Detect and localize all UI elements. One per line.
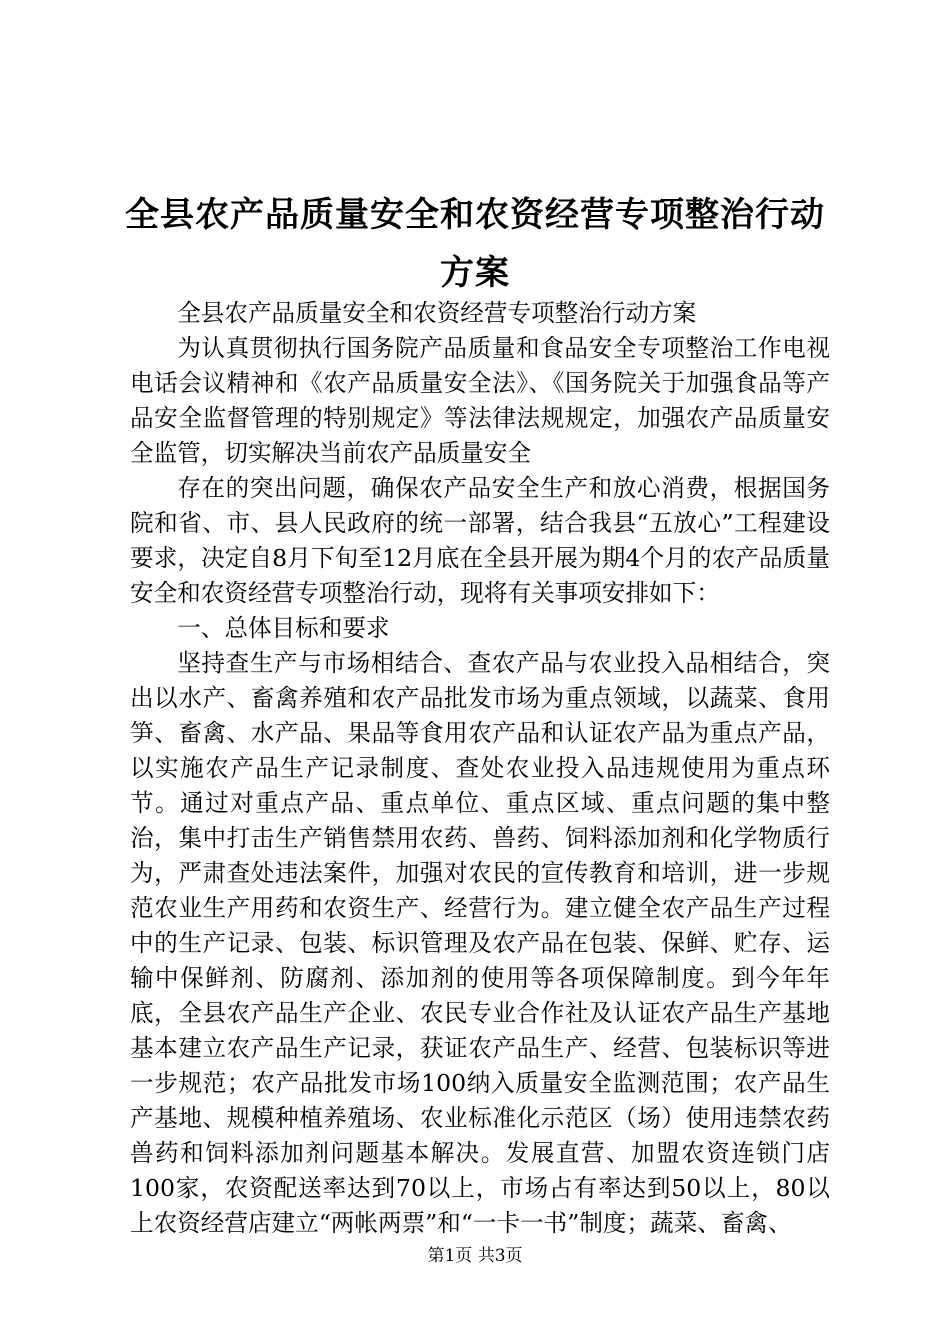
document-title: 全县农产品质量安全和农资经营专项整治行动方案: [125, 195, 825, 293]
paragraph-heading-repeat: 全县农产品质量安全和农资经营专项整治行动方案: [177, 299, 697, 327]
paragraph-intro: 为认真贯彻执行国务院产品质量和食品安全专项整治工作电视电话会议精神和《农产品质量安全法》、《国务院关于加强食品等产品安全监督管理的特别规定》等法律法规规定，加强农产品质量安全监管，切实解决当前农产品质量安全: [130, 334, 830, 467]
document-body: [130, 296, 830, 1241]
page-footer: 第1页 共3页: [427, 1246, 523, 1266]
paragraph-goals: 坚持查生产与市场相结合、查农产品与农业投入品相结合，突出以水产、畜禽养殖和农产品批发市场为重点领域，以蔬菜、食用笋、畜禽、水产品、果品等食用农产品和认证农产品为重点产品，以实施农产品生产记录制度、查处农业投入品违规使用为重点环节。通过对重点产品、重点单位、重点区域、重点问题的集中整治，集中打击生产销售禁用农药、兽药、饲料添加剂和化学物质行为，严肃查处违法案件，加强对农民的宣传教育和培训，进一步规范农业生产用药和农资生产、经营行为。建立健全农产品生产过程中的生产记录、包装、标识管理及农产品在包装、保鲜、贮存、运输中保鲜剂、防腐剂、添加剂的使用等各项保障制度。到今年年底，全县农产品生产企业、农民专业合作社及认证农产品生产基地基本建立农产品生产记录，获证农产品生产、经营、包装标识等进一步规范；农产品批发市场100纳入质量安全监测范围；农产品生产基地、规模种植养殖场、农业标准化示范区（场）使用违禁农药兽药和饲料添加剂问题基本解决。发展直营、加盟农资连锁门店100家，农资配送率达到70以上，市场占有率达到50以上，80以上农资经营店建立“两帐两票”和“一卡一书”制度；蔬菜、畜禽、: [130, 649, 830, 1237]
paragraph-problems: 存在的突出问题，确保农产品安全生产和放心消费，根据国务院和省、市、县人民政府的统一部署，结合我县“五放心”工程建设要求，决定自8月下旬至12月底在全县开展为期4个月的农产品质量安全和农资经营专项整治行动，现将有关事项安排如下：: [130, 474, 830, 607]
section-heading-goals: 一、总体目标和要求: [177, 614, 390, 642]
